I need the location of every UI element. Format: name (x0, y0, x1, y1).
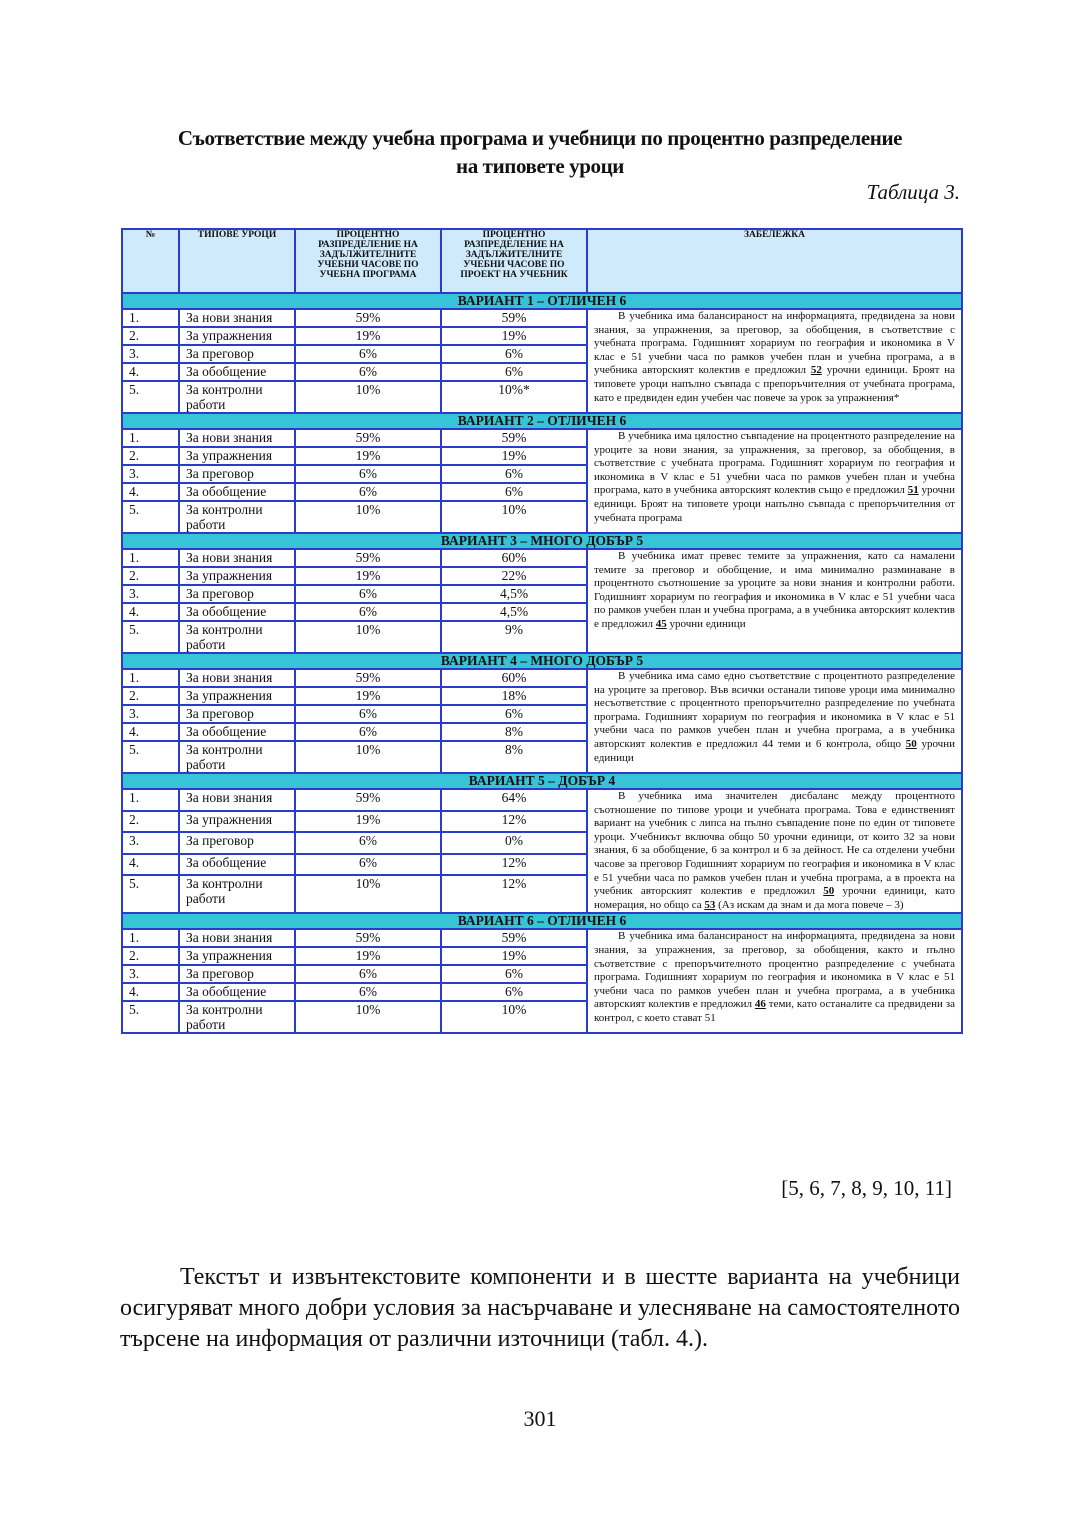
row-number: 2. (122, 447, 179, 465)
textbook-percent: 6% (441, 465, 587, 483)
lesson-type: За контролни работи (179, 875, 295, 913)
variant-header-row (122, 913, 962, 929)
program-percent: 6% (295, 854, 441, 876)
variant-title: ВАРИАНТ 4 – МНОГО ДОБЪР 5 (122, 653, 962, 669)
variant-header-row (122, 533, 962, 549)
page-number: 301 (523, 1406, 557, 1431)
lesson-type: За контролни работи (179, 381, 295, 413)
row-number: 5. (122, 875, 179, 913)
row-number: 1. (122, 789, 179, 811)
program-percent: 10% (295, 501, 441, 533)
header-type: ТИПОВЕ УРОЦИ (179, 229, 295, 293)
lesson-type: За обобщение (179, 483, 295, 501)
textbook-percent: 6% (441, 345, 587, 363)
textbook-percent: 6% (441, 983, 587, 1001)
program-percent: 19% (295, 327, 441, 345)
header-num: № (122, 229, 179, 293)
lesson-type: За упражнения (179, 687, 295, 705)
lesson-type: За упражнения (179, 811, 295, 833)
program-percent: 59% (295, 929, 441, 947)
program-percent: 10% (295, 621, 441, 653)
row-number: 4. (122, 483, 179, 501)
program-percent: 10% (295, 875, 441, 913)
textbook-percent: 4,5% (441, 603, 587, 621)
lesson-type: За нови знания (179, 309, 295, 327)
textbook-percent: 6% (441, 363, 587, 381)
lesson-type: За нови знания (179, 929, 295, 947)
textbook-percent: 59% (441, 929, 587, 947)
lesson-type: За контролни работи (179, 741, 295, 773)
table-row (122, 429, 962, 447)
textbook-percent: 19% (441, 947, 587, 965)
textbook-percent: 22% (441, 567, 587, 585)
page-title (120, 124, 960, 180)
note-number: 53 (704, 898, 716, 911)
references: [5, 6, 7, 8, 9, 10, 11] (781, 1176, 952, 1200)
textbook-percent: 12% (441, 854, 587, 876)
variant-header-row (122, 413, 962, 429)
header-program: ПРОЦЕНТНО РАЗПРЕДЕЛЕНИЕ НА ЗАДЪЛЖИТЕЛНИТЕ УЧЕБНИ ЧАСОВЕ ПО УЧЕБНА ПРОГРАМА (295, 229, 441, 293)
table-row (122, 789, 962, 811)
table-row (122, 929, 962, 947)
variant-title: ВАРИАНТ 2 – ОТЛИЧЕН 6 (122, 413, 962, 429)
program-percent: 59% (295, 549, 441, 567)
note-number: 45 (655, 617, 667, 630)
lesson-type: За обобщение (179, 983, 295, 1001)
table-row (122, 549, 962, 567)
variant-note (587, 669, 962, 773)
lesson-type: За обобщение (179, 363, 295, 381)
textbook-percent: 10% (441, 501, 587, 533)
row-number: 1. (122, 669, 179, 687)
program-percent: 6% (295, 483, 441, 501)
row-number: 1. (122, 929, 179, 947)
lesson-type: За преговор (179, 832, 295, 854)
note-text: урочни единици (666, 617, 746, 630)
note-text: урочни единици. Броят на типовете уроци напълно съвпада с препоръчителния от учебната програма (594, 484, 955, 524)
note-text: В учебника има балансираност на информацията, предвидена за нови знания, за упражнения, за преговор, за обобщения, в съответствие с учебната програма. Годишният хорариум по география и икономика в V клас е 51 учебни часа по рамков учебен план и учебна програма, а в учебника авторският колектив е предложил (594, 310, 955, 377)
note-number: 50 (905, 737, 917, 750)
program-percent: 6% (295, 363, 441, 381)
variant-note (587, 309, 962, 413)
program-percent: 59% (295, 789, 441, 811)
note-number: 51 (907, 484, 919, 497)
lesson-type: За обобщение (179, 854, 295, 876)
lesson-type: За упражнения (179, 567, 295, 585)
program-percent: 6% (295, 723, 441, 741)
program-percent: 19% (295, 687, 441, 705)
textbook-percent: 12% (441, 875, 587, 913)
variant-note (587, 789, 962, 913)
row-number: 1. (122, 309, 179, 327)
variant-title: ВАРИАНТ 1 – ОТЛИЧЕН 6 (122, 293, 962, 309)
variant-title: ВАРИАНТ 6 – ОТЛИЧЕН 6 (122, 913, 962, 929)
program-percent: 59% (295, 309, 441, 327)
row-number: 2. (122, 327, 179, 345)
lesson-type: За упражнения (179, 447, 295, 465)
row-number: 4. (122, 603, 179, 621)
header-note: ЗАБЕЛЕЖКА (587, 229, 962, 293)
program-percent: 59% (295, 669, 441, 687)
variant-note (587, 429, 962, 533)
note-number: 50 (823, 885, 835, 898)
textbook-percent: 6% (441, 965, 587, 983)
row-number: 3. (122, 345, 179, 363)
variant-header-row (122, 773, 962, 789)
program-percent: 19% (295, 447, 441, 465)
variant-note (587, 929, 962, 1033)
note-number: 52 (810, 364, 822, 377)
note-text: (Аз искам да знам и да мога повече – 3) (715, 898, 904, 911)
textbook-percent: 8% (441, 723, 587, 741)
lesson-type: За упражнения (179, 947, 295, 965)
program-percent: 6% (295, 345, 441, 363)
note-text: теми, като останалите са предвидени за контрол, с което стават 51 (594, 998, 955, 1024)
textbook-percent: 10% (441, 1001, 587, 1033)
lesson-type: За контролни работи (179, 1001, 295, 1033)
program-percent: 19% (295, 567, 441, 585)
row-number: 5. (122, 1001, 179, 1033)
note-text: В учебника имат превес темите за упражнения, като са намалени темите за преговор и обобщение, и има минимално разминаване в процентното съотношение за уроците за нови знания и контролни работи. Годишният хорариум по география и икономика в V клас е 51 учебни часа по рамков учебен план и учебна програма, а в учебника авторският колектив е предложил (594, 550, 955, 630)
lesson-type: За обобщение (179, 723, 295, 741)
program-percent: 6% (295, 705, 441, 723)
row-number: 2. (122, 811, 179, 833)
row-number: 3. (122, 585, 179, 603)
note-text: В учебника има цялостно съвпадение на процентното разпределение на уроците за нови знания, за упражнения, за преговор, за обобщения, в съответствие с учебната програма. Годишният хорариум по география и икономика в V клас е 51 учебни часа по рамков учебен план и учебна програма, като в учебника авторският колектив също е предложил (594, 430, 955, 497)
program-percent: 19% (295, 947, 441, 965)
row-number: 5. (122, 501, 179, 533)
lesson-type: За нови знания (179, 789, 295, 811)
textbook-percent: 64% (441, 789, 587, 811)
lesson-type: За упражнения (179, 327, 295, 345)
row-number: 4. (122, 723, 179, 741)
lesson-type: За нови знания (179, 429, 295, 447)
lesson-type: За преговор (179, 705, 295, 723)
textbook-percent: 19% (441, 447, 587, 465)
note-text: В учебника има значителен дисбаланс между процентното съотношение по типове уроци и учебната програма. Това е единственият вариант на учебник с липса на пълно съвпадение поне по един от типовете уроци. Учебникът включва общо 50 урочни единици, от които 32 за нови знания, 6 за обобщение, 6 за контрол и 6 за дейност. Не са отделени учебни часове за преговор Годишният хорариум по география и икономика в V клас е 51 учебни часа по рамков учебен план и учебна програма, а в проекта на учебник авторският колектив е предложил (594, 790, 955, 898)
lesson-type: За нови знания (179, 549, 295, 567)
variant-header-row (122, 293, 962, 309)
body-paragraph: Текстът и извънтекстовите компоненти и в шестте варианта на учебници осигуряват много добри условия за насърчаване и улесняване на самостоятелното търсене на информация от различни източници (табл. 4.). (120, 1264, 960, 1352)
title-line-2: на типовете уроци (456, 154, 624, 178)
row-number: 5. (122, 621, 179, 653)
variant-header-row (122, 653, 962, 669)
textbook-percent: 0% (441, 832, 587, 854)
title-line-1: Съответствие между учебна програма и учебници по процентно разпределение (177, 126, 903, 150)
row-number: 4. (122, 363, 179, 381)
table-row (122, 309, 962, 327)
variant-note (587, 549, 962, 653)
row-number: 2. (122, 687, 179, 705)
lesson-type: За преговор (179, 585, 295, 603)
textbook-percent: 19% (441, 327, 587, 345)
row-number: 3. (122, 705, 179, 723)
table-body (122, 293, 962, 1033)
comparison-table (121, 228, 963, 1034)
table-label: Таблица 3. (866, 180, 960, 204)
lesson-type: За обобщение (179, 603, 295, 621)
note-text: урочни единици. Броят на типовете уроци напълно съвпада с препоръчителния от учебната програма, като е предвиден един учебен час повече за урок за упражнения* (594, 364, 956, 404)
row-number: 5. (122, 741, 179, 773)
program-percent: 6% (295, 585, 441, 603)
program-percent: 59% (295, 429, 441, 447)
row-number: 1. (122, 429, 179, 447)
lesson-type: За контролни работи (179, 621, 295, 653)
row-number: 5. (122, 381, 179, 413)
row-number: 2. (122, 567, 179, 585)
textbook-percent: 10%* (441, 381, 587, 413)
lesson-type: За преговор (179, 465, 295, 483)
header-textbook: ПРОЦЕНТНО РАЗПРЕДЕЛЕНИЕ НА ЗАДЪЛЖИТЕЛНИТЕ УЧЕБНИ ЧАСОВЕ ПО ПРОЕКТ НА УЧЕБНИК (441, 229, 587, 293)
row-number: 3. (122, 832, 179, 854)
lesson-type: За преговор (179, 965, 295, 983)
textbook-percent: 59% (441, 309, 587, 327)
program-percent: 10% (295, 381, 441, 413)
textbook-percent: 9% (441, 621, 587, 653)
program-percent: 6% (295, 832, 441, 854)
header-row (122, 229, 962, 293)
lesson-type: За преговор (179, 345, 295, 363)
note-number: 46 (754, 998, 766, 1011)
program-percent: 6% (295, 603, 441, 621)
lesson-type: За нови знания (179, 669, 295, 687)
row-number: 1. (122, 549, 179, 567)
textbook-percent: 18% (441, 687, 587, 705)
variant-title: ВАРИАНТ 5 – ДОБЪР 4 (122, 773, 962, 789)
lesson-type: За контролни работи (179, 501, 295, 533)
row-number: 4. (122, 983, 179, 1001)
row-number: 3. (122, 465, 179, 483)
textbook-percent: 6% (441, 483, 587, 501)
program-percent: 6% (295, 965, 441, 983)
row-number: 2. (122, 947, 179, 965)
program-percent: 10% (295, 1001, 441, 1033)
textbook-percent: 12% (441, 811, 587, 833)
textbook-percent: 8% (441, 741, 587, 773)
note-text: В учебника има балансираност на информацията, предвидена за нови знания, за упражнения, за преговор, за обобщения, както и пълно съответствие с препоръчителното процентно разпределение с учебната програма. Годишният хорариум по география и икономика в V клас е 51 учебни часа по рамков учебен план и учебна програма, а в учебника авторският колектив е предложил (594, 930, 955, 1011)
textbook-percent: 59% (441, 429, 587, 447)
textbook-percent: 60% (441, 669, 587, 687)
textbook-percent: 60% (441, 549, 587, 567)
program-percent: 10% (295, 741, 441, 773)
row-number: 4. (122, 854, 179, 876)
note-text: В учебника има само едно съответствие с процентното разпределение на уроците за преговор. Във всички останали типове уроци има минимално несъответствие с процентното препоръчително разпределение по учебната програма. Годишният хорариум по география и икономика в V клас е 51 учебни часа по рамков учебен план и учебна програма, а в учебника авторският колектив е предложил 44 теми и 6 контрола, общо (594, 670, 955, 750)
program-percent: 6% (295, 983, 441, 1001)
note-text: урочни единици (594, 737, 955, 764)
table-row (122, 669, 962, 687)
row-number: 3. (122, 965, 179, 983)
note-text: урочни единици, като номерация, но общо са (594, 885, 955, 911)
program-percent: 6% (295, 465, 441, 483)
textbook-percent: 4,5% (441, 585, 587, 603)
variant-title: ВАРИАНТ 3 – МНОГО ДОБЪР 5 (122, 533, 962, 549)
textbook-percent: 6% (441, 705, 587, 723)
program-percent: 19% (295, 811, 441, 833)
